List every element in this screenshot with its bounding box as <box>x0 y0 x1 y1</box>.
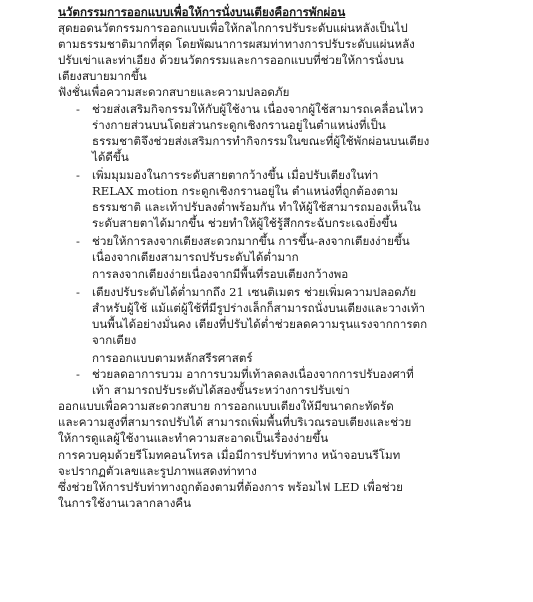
bullet-dash: - <box>76 167 80 182</box>
bullet-line: ร่างกายส่วนบนโดยส่วนกระดูกเชิงกรานอยู่ในตำแหน่งที่เป็น <box>92 117 386 132</box>
closing-line: ออกแบบเพื่อความสะดวกสบาย การออกแบบเตียงให้มีขนาดกะทัดรัด <box>58 399 394 414</box>
document-title: นวัตกรรมการออกแบบเพื่อให้การนั่งบนเตียงคือการพักผ่อน <box>58 5 346 19</box>
closing-line: ให้การดูแลผู้ใช้งานและทำความสะอาดเป็นเรื่องง่ายขึ้น <box>58 431 329 446</box>
intro-line: ปรับเข่าและท่าเอียง ด้วยนวัตกรรมและการออกแบบที่ช่วยให้การนั่งบน <box>58 53 404 68</box>
bullet-line: จากเตียง <box>92 332 137 347</box>
bullet-dash: - <box>76 101 80 116</box>
bullet-line: ระดับสายตาได้มากขึ้น ช่วยทำให้ผู้ใช้รู้สึกกระฉับกระเฉงยิ่งขึ้น <box>92 216 398 231</box>
bullet-line: การลงจากเตียงง่ายเนื่องจากมีพื้นที่รอบเตียงกว้างพอ <box>92 266 349 281</box>
bullet-line: ได้ดีขึ้น <box>92 149 129 164</box>
bullet-line: ช่วยให้การลงจากเตียงสะดวกมากขึ้น การขึ้น-ลงจากเตียงง่ายขึ้น <box>92 234 410 249</box>
bullet-dash: - <box>76 234 80 249</box>
bullet-line: RELAX motion กระดูกเชิงกรานอยู่ใน ตำแหน่งที่ถูกต้องตาม <box>92 184 399 199</box>
closing-line: ในการใช้งานเวลากลางคืน <box>58 495 192 510</box>
intro-line: ตามธรรมชาติมากที่สุด โดยพัฒนาการผสมท่าทางการปรับระดับแผ่นหลัง <box>58 37 415 52</box>
intro-line: เตียงสบายมากขึ้น <box>58 69 147 84</box>
bullet-line: บนพื้นได้อย่างมั่นคง เตียงที่ปรับได้ต่ำช่วยลดความรุนแรงจากการตก <box>92 316 428 331</box>
closing-line: จะปรากฏตัวเลขและรูปภาพแสดงท่าทาง <box>58 463 257 478</box>
section-heading-safety: ฟังชั่นเพื่อความสะดวกสบายและความปลอดภัย <box>58 85 290 100</box>
bullet-line: ช่วยส่งเสริมกิจกรรมให้กับผู้ใช้งาน เนื่องจากผู้ใช้สามารถเคลื่อนไหว <box>92 101 424 116</box>
bullet-item-activity <box>58 101 528 165</box>
bullet-item-exit <box>58 233 528 281</box>
bullet-line: เพิ่มมุมมองในการระดับสายตากว้างขึ้น เมื่อปรับเตียงในท่า <box>92 167 379 182</box>
bullet-item-low-height <box>58 284 528 348</box>
closing-line: ซึ่งช่วยให้การปรับท่าทางถูกต้องตามที่ต้องการ พร้อมไฟ LED เพื่อช่วย <box>58 479 403 494</box>
intro-paragraph <box>58 20 528 84</box>
bullet-line: ช่วยลดอาการบวม อาการบวมที่เท้าลดลงเนื่องจากการปรับองศาที่ <box>92 367 414 382</box>
section-heading-ergonomics: การออกแบบตามหลักสรีรศาสตร์ <box>92 350 253 365</box>
bullet-dash: - <box>76 284 80 299</box>
closing-line: การควบคุมด้วยรีโมทคอนโทรล เมื่อมีการปรับท่าทาง หน้าจอบนรีโมท <box>58 447 401 462</box>
bullet-line: ธรรมชาติจึงช่วยส่งเสริมการทำกิจกรรมในขณะที่ผู้ใช้พักผ่อนบนเตียง <box>92 133 430 148</box>
bullet-line: สำหรับผู้ใช้ แม้แต่ผู้ใช้ที่มีรูปร่างเล็กก็สามารถนั่งบนเตียงและวางเท้า <box>92 300 426 315</box>
bullet-dash: - <box>76 367 80 382</box>
closing-line: และความสูงที่สามารถปรับได้ สามารถเพิ่มพื้นที่บริเวณรอบเตียงและช่วย <box>58 415 412 430</box>
closing-paragraph <box>58 398 528 511</box>
bullet-line: เนื่องจากเตียงสามารถปรับระดับได้ต่ำมาก <box>92 250 299 265</box>
bullet-line: เท้า สามารถปรับระดับได้สองขั้นระหว่างการปรับเข่า <box>92 383 350 398</box>
bullet-item-view <box>58 167 528 231</box>
bullet-item-swelling <box>58 366 528 398</box>
bullet-line: เตียงปรับระดับได้ต่ำมากถึง 21 เซนติเมตร ช่วยเพิ่มความปลอดภัย <box>92 284 417 299</box>
document-page <box>58 4 528 511</box>
intro-line: สุดยอดนวัตกรรมการออกแบบเพื่อให้กลไกการปรับระดับแผ่นหลังเป็นไป <box>58 21 408 36</box>
bullet-line: ธรรมชาติ และเท้าปรับลงต่ำพร้อมกัน ทำให้ผู้ใช้สามารถมองเห็นใน <box>92 200 421 215</box>
